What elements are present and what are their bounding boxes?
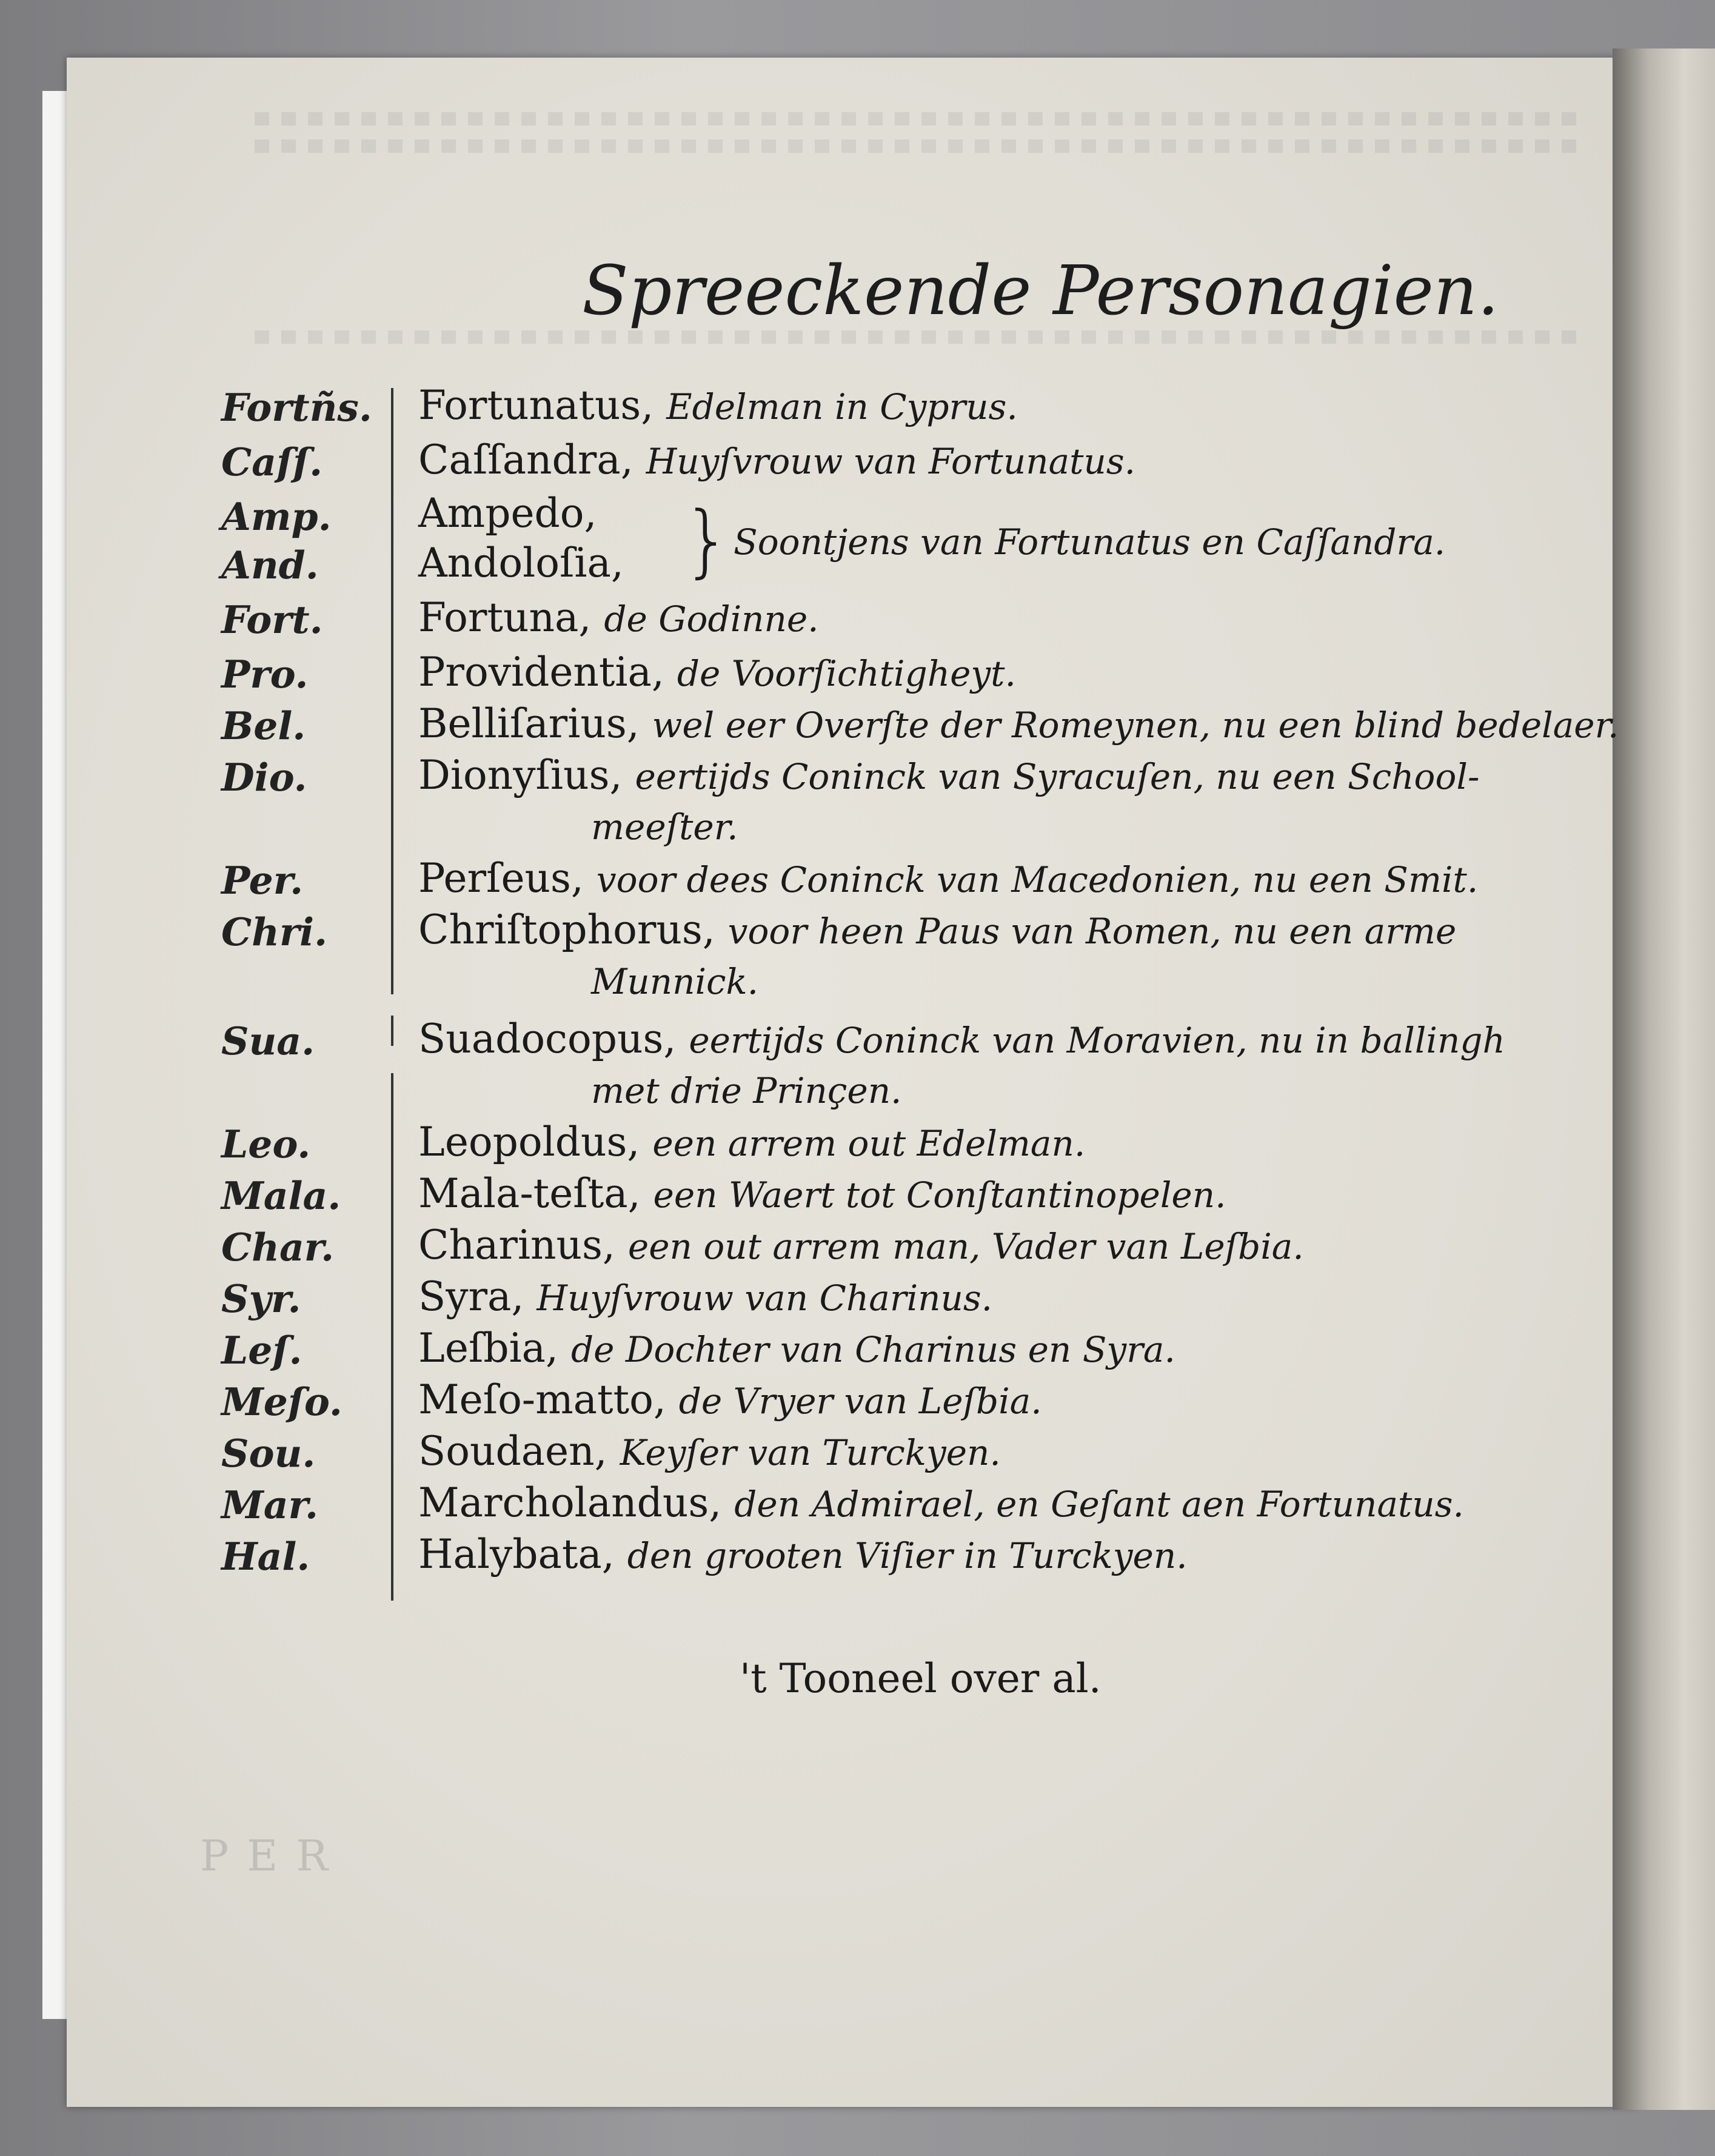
character-abbr: Fortñs. xyxy=(221,385,372,430)
character-entry: Meſo-matto, de Vryer van Leſbia. xyxy=(418,1376,1042,1423)
character-abbr: Amp. xyxy=(221,494,332,539)
character-entry: Halybata, den grooten Viſier in Turckyen. xyxy=(418,1531,1188,1578)
character-abbr: Pro. xyxy=(221,652,309,697)
scene-note: 't Tooneel over al. xyxy=(740,1655,1102,1702)
character-abbr: Per. xyxy=(221,858,304,903)
character-entry: Perſeus, voor dees Coninck van Macedonien, nu een Smit. xyxy=(418,855,1479,902)
character-abbr: Meſo. xyxy=(221,1379,343,1424)
show-through-text: PER xyxy=(200,1831,346,1881)
character-entry: Fortunatus, Edelman in Cyprus. xyxy=(418,382,1018,429)
character-entry: Leſbia, de Dochter van Charinus en Syra. xyxy=(418,1325,1175,1371)
character-entry: Ampedo, xyxy=(418,490,597,537)
character-abbr: Mala. xyxy=(221,1173,341,1218)
character-abbr: Caſſ. xyxy=(221,440,323,484)
character-abbr: Leſ. xyxy=(221,1328,303,1373)
character-abbr: Chri. xyxy=(221,909,328,954)
character-entry: Caſſandra, Huyſvrouw van Fortunatus. xyxy=(418,437,1136,483)
entry-continuation: met drie Prinçen. xyxy=(591,1070,902,1111)
entry-continuation: meeſter. xyxy=(591,806,738,848)
character-abbr: Hal. xyxy=(221,1534,310,1579)
character-abbr: Sou. xyxy=(221,1431,316,1476)
character-abbr: Syr. xyxy=(221,1276,301,1321)
show-through-ornament xyxy=(255,112,1576,126)
character-abbr: And. xyxy=(221,543,319,588)
character-abbr: Bel. xyxy=(221,703,306,748)
character-entry: Charinus, een out arrem man, Vader van Leſbia. xyxy=(418,1222,1304,1268)
show-through-ornament xyxy=(255,330,1576,344)
book-gutter-next-page xyxy=(1613,49,1715,2110)
character-abbr: Char. xyxy=(221,1225,335,1270)
character-abbr: Mar. xyxy=(221,1482,318,1527)
character-entry: Fortuna, de Godinne. xyxy=(418,594,819,641)
character-abbr: Dio. xyxy=(221,755,307,800)
character-abbr: Leo. xyxy=(221,1122,311,1167)
character-entry: Leopoldus, een arrem out Edelman. xyxy=(418,1119,1086,1165)
column-rule xyxy=(391,1016,393,1046)
character-entry: Dionyſius, eertijds Coninck van Syracuſen, nu een School- xyxy=(418,752,1480,798)
character-entry: Belliſarius, wel eer Overſte der Romeynen, nu een blind bedelaer. xyxy=(418,700,1619,747)
column-rule xyxy=(391,1073,393,1601)
sons-note: Soontjens van Fortunatus en Caſſandra. xyxy=(734,521,1446,563)
grouping-brace: } xyxy=(682,494,732,586)
character-entry: Providentia, de Voorſichtigheyt. xyxy=(418,649,1016,695)
page-title: Spreeckende Personagien. xyxy=(582,252,1499,330)
character-entry: Andoloſia, xyxy=(418,540,624,586)
character-abbr: Sua. xyxy=(221,1019,315,1063)
character-entry: Mala-teſta, een Waert tot Conſtantinopelen. xyxy=(418,1170,1226,1217)
character-entry: Syra, Huyſvrouw van Charinus. xyxy=(418,1273,993,1320)
character-entry: Suadocopus, eertijds Coninck van Moravien, nu in ballingh xyxy=(418,1016,1505,1062)
column-rule xyxy=(391,388,393,994)
character-abbr: Fort. xyxy=(221,597,323,642)
character-entry: Soudaen, Keyſer van Turckyen. xyxy=(418,1428,1001,1475)
character-entry: Chriſtophorus, voor heen Paus van Romen, nu een arme xyxy=(418,906,1457,953)
show-through-ornament xyxy=(255,139,1576,153)
character-entry: Marcholandus, den Admirael, en Geſant aen Fortunatus. xyxy=(418,1479,1464,1526)
entry-continuation: Munnick. xyxy=(591,961,759,1002)
